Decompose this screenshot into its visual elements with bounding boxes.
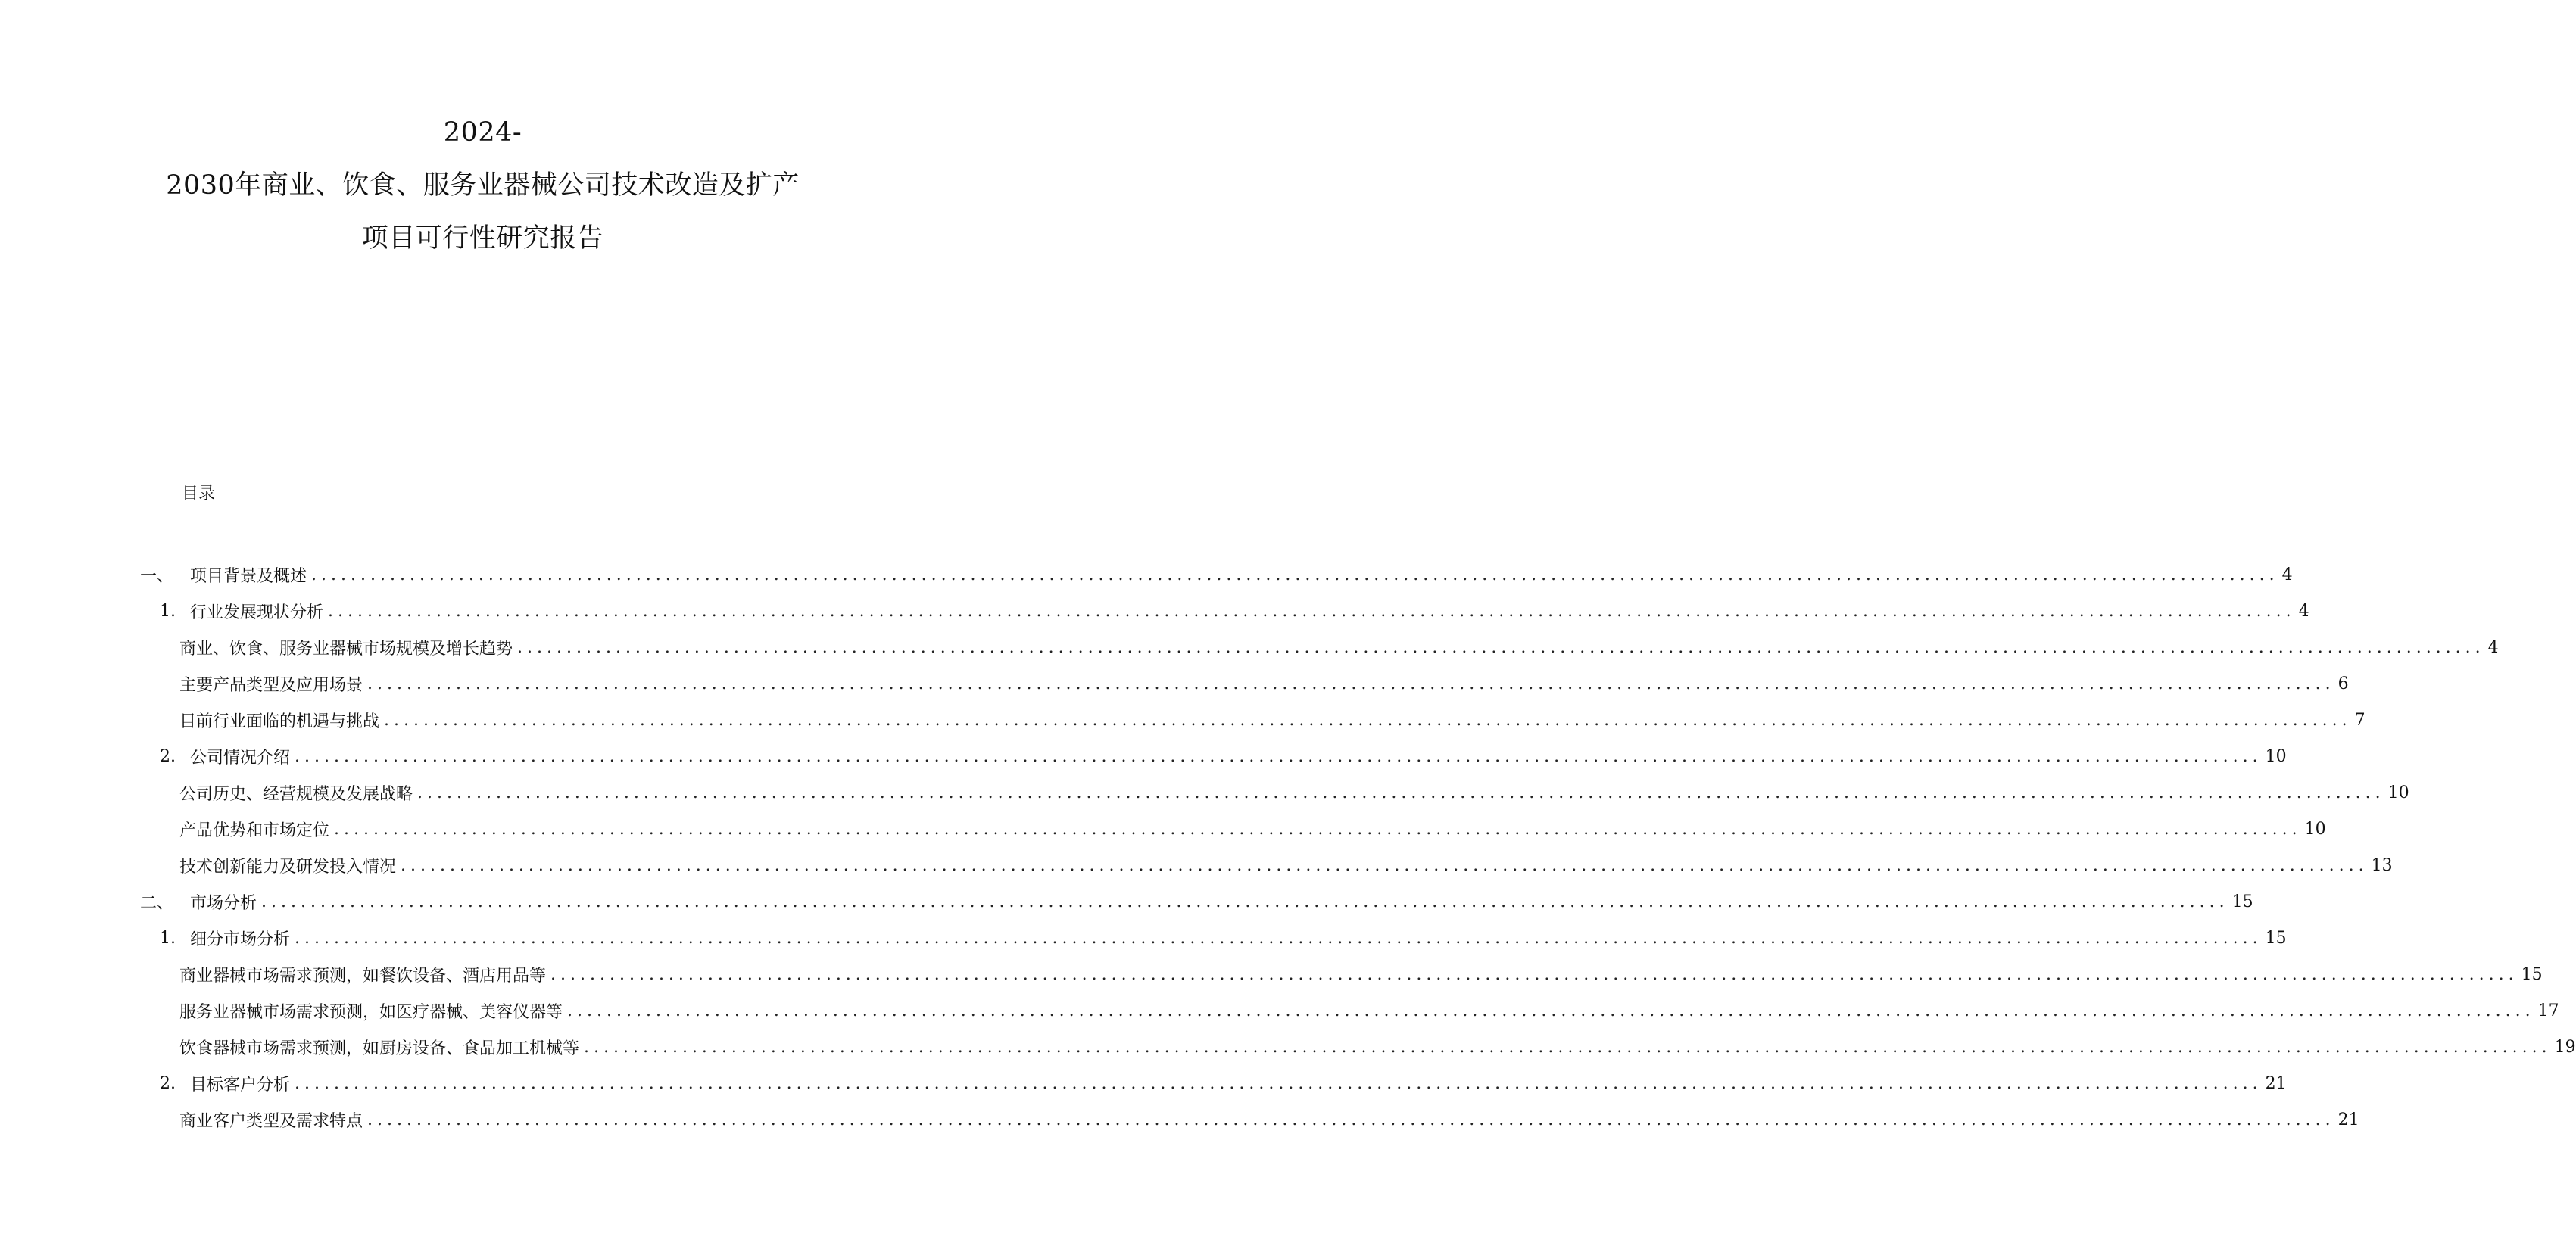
toc-entry[interactable]	[140, 1065, 2287, 1101]
toc-dot-leader: ........................................................................................................................................................................................................	[584, 1037, 2552, 1057]
toc-entry-title: 商业器械市场需求预测，如餐饮设备、酒店用品等	[179, 966, 547, 986]
toc-entry-page: 17	[2537, 1001, 2559, 1020]
toc-dot-leader: ........................................................................................................................................................................................................	[367, 674, 2335, 693]
toc-entry-title: 公司情况介绍	[190, 748, 291, 768]
title-line-3: 项目可行性研究报告	[361, 223, 604, 254]
toc-entry-title: 公司历史、经营规模及发展战略	[179, 784, 413, 804]
toc-entry-title: 项目背景及概述	[190, 566, 307, 586]
toc-entry-page: 6	[2337, 674, 2349, 693]
toc-dot-leader: ........................................................................................................................................................................................................	[417, 783, 2385, 802]
toc-entry[interactable]	[140, 738, 2287, 774]
toc-entry-page: 15	[2521, 964, 2543, 984]
toc-entry[interactable]	[140, 847, 2393, 883]
toc-dot-leader: ........................................................................................................................................................................................................	[328, 601, 2296, 621]
toc-entry-page: 10	[2304, 819, 2326, 839]
toc-entry-page: 4	[2281, 565, 2293, 584]
toc-entry-title: 产品优势和市场定位	[179, 821, 330, 840]
toc-entry-number: 2.	[160, 1073, 176, 1093]
title-line-1: 2024-	[443, 117, 522, 148]
toc-entry[interactable]	[140, 920, 2287, 956]
toc-entry-page: 19	[2554, 1037, 2576, 1057]
toc-entry-title: 目前行业面临的机遇与挑战	[179, 712, 380, 731]
toc-entry-number: 1.	[160, 928, 176, 948]
toc-entry-title: 细分市场分析	[190, 930, 291, 949]
toc-entry[interactable]	[140, 1029, 2576, 1065]
toc-entry-page: 10	[2387, 783, 2409, 802]
toc-dot-leader: ........................................................................................................................................................................................................	[367, 1110, 2335, 1129]
toc-entry-title: 主要产品类型及应用场景	[179, 675, 363, 695]
toc-dot-leader: ........................................................................................................................................................................................................	[401, 855, 2369, 875]
toc-entry[interactable]	[140, 992, 2559, 1029]
table-of-contents	[140, 556, 2576, 1138]
toc-entry[interactable]	[140, 702, 2365, 738]
toc-entry-page: 4	[2487, 637, 2499, 657]
toc-dot-leader: ........................................................................................................................................................................................................	[295, 1073, 2263, 1093]
toc-dot-leader: ........................................................................................................................................................................................................	[567, 1001, 2535, 1020]
toc-entry[interactable]	[140, 883, 2253, 920]
toc-entry-page: 15	[2265, 928, 2287, 948]
toc-dot-leader: ........................................................................................................................................................................................................	[550, 964, 2518, 984]
toc-entry-number: 2.	[160, 746, 176, 766]
toc-dot-leader: ........................................................................................................................................................................................................	[311, 565, 2279, 584]
toc-entry[interactable]	[140, 665, 2349, 702]
toc-entry-title: 市场分析	[190, 893, 257, 913]
toc-heading: 目录	[182, 484, 216, 503]
toc-entry-title: 饮食器械市场需求预测，如厨房设备、食品加工机械等	[179, 1039, 580, 1058]
toc-entry[interactable]	[140, 1101, 2359, 1138]
toc-entry-page: 7	[2354, 710, 2365, 730]
toc-entry-title: 商业、饮食、服务业器械市场规模及增长趋势	[179, 639, 513, 659]
toc-entry-title: 服务业器械市场需求预测，如医疗器械、美容仪器等	[179, 1002, 563, 1022]
toc-entry[interactable]	[140, 629, 2499, 665]
document-title	[0, 106, 965, 265]
toc-entry-number: 二、	[140, 893, 174, 913]
toc-dot-leader: ........................................................................................................................................................................................................	[295, 928, 2263, 948]
toc-entry-page: 10	[2265, 746, 2287, 766]
toc-entry-page: 13	[2371, 855, 2393, 875]
toc-entry-number: 1.	[160, 601, 176, 621]
toc-dot-leader: ........................................................................................................................................................................................................	[295, 746, 2263, 766]
toc-entry[interactable]	[140, 593, 2309, 629]
toc-entry-page: 21	[2337, 1110, 2359, 1129]
toc-entry-title: 目标客户分析	[190, 1075, 291, 1095]
toc-entry[interactable]	[140, 774, 2409, 811]
toc-entry-title: 技术创新能力及研发投入情况	[179, 857, 397, 877]
toc-entry-title: 行业发展现状分析	[190, 603, 324, 622]
toc-dot-leader: ........................................................................................................................................................................................................	[261, 892, 2229, 911]
toc-dot-leader: ........................................................................................................................................................................................................	[384, 710, 2352, 730]
toc-entry[interactable]	[140, 811, 2326, 847]
toc-dot-leader: ........................................................................................................................................................................................................	[334, 819, 2302, 839]
toc-entry-page: 4	[2298, 601, 2309, 621]
toc-entry[interactable]	[140, 956, 2543, 992]
toc-entry-page: 15	[2231, 892, 2253, 911]
title-line-2: 2030年商业、饮食、服务业器械公司技术改造及扩产	[166, 170, 800, 201]
toc-entry[interactable]	[140, 556, 2293, 593]
toc-entry-title: 商业客户类型及需求特点	[179, 1111, 363, 1131]
toc-entry-page: 21	[2265, 1073, 2287, 1093]
toc-dot-leader: ........................................................................................................................................................................................................	[517, 637, 2485, 657]
toc-entry-number: 一、	[140, 566, 174, 586]
